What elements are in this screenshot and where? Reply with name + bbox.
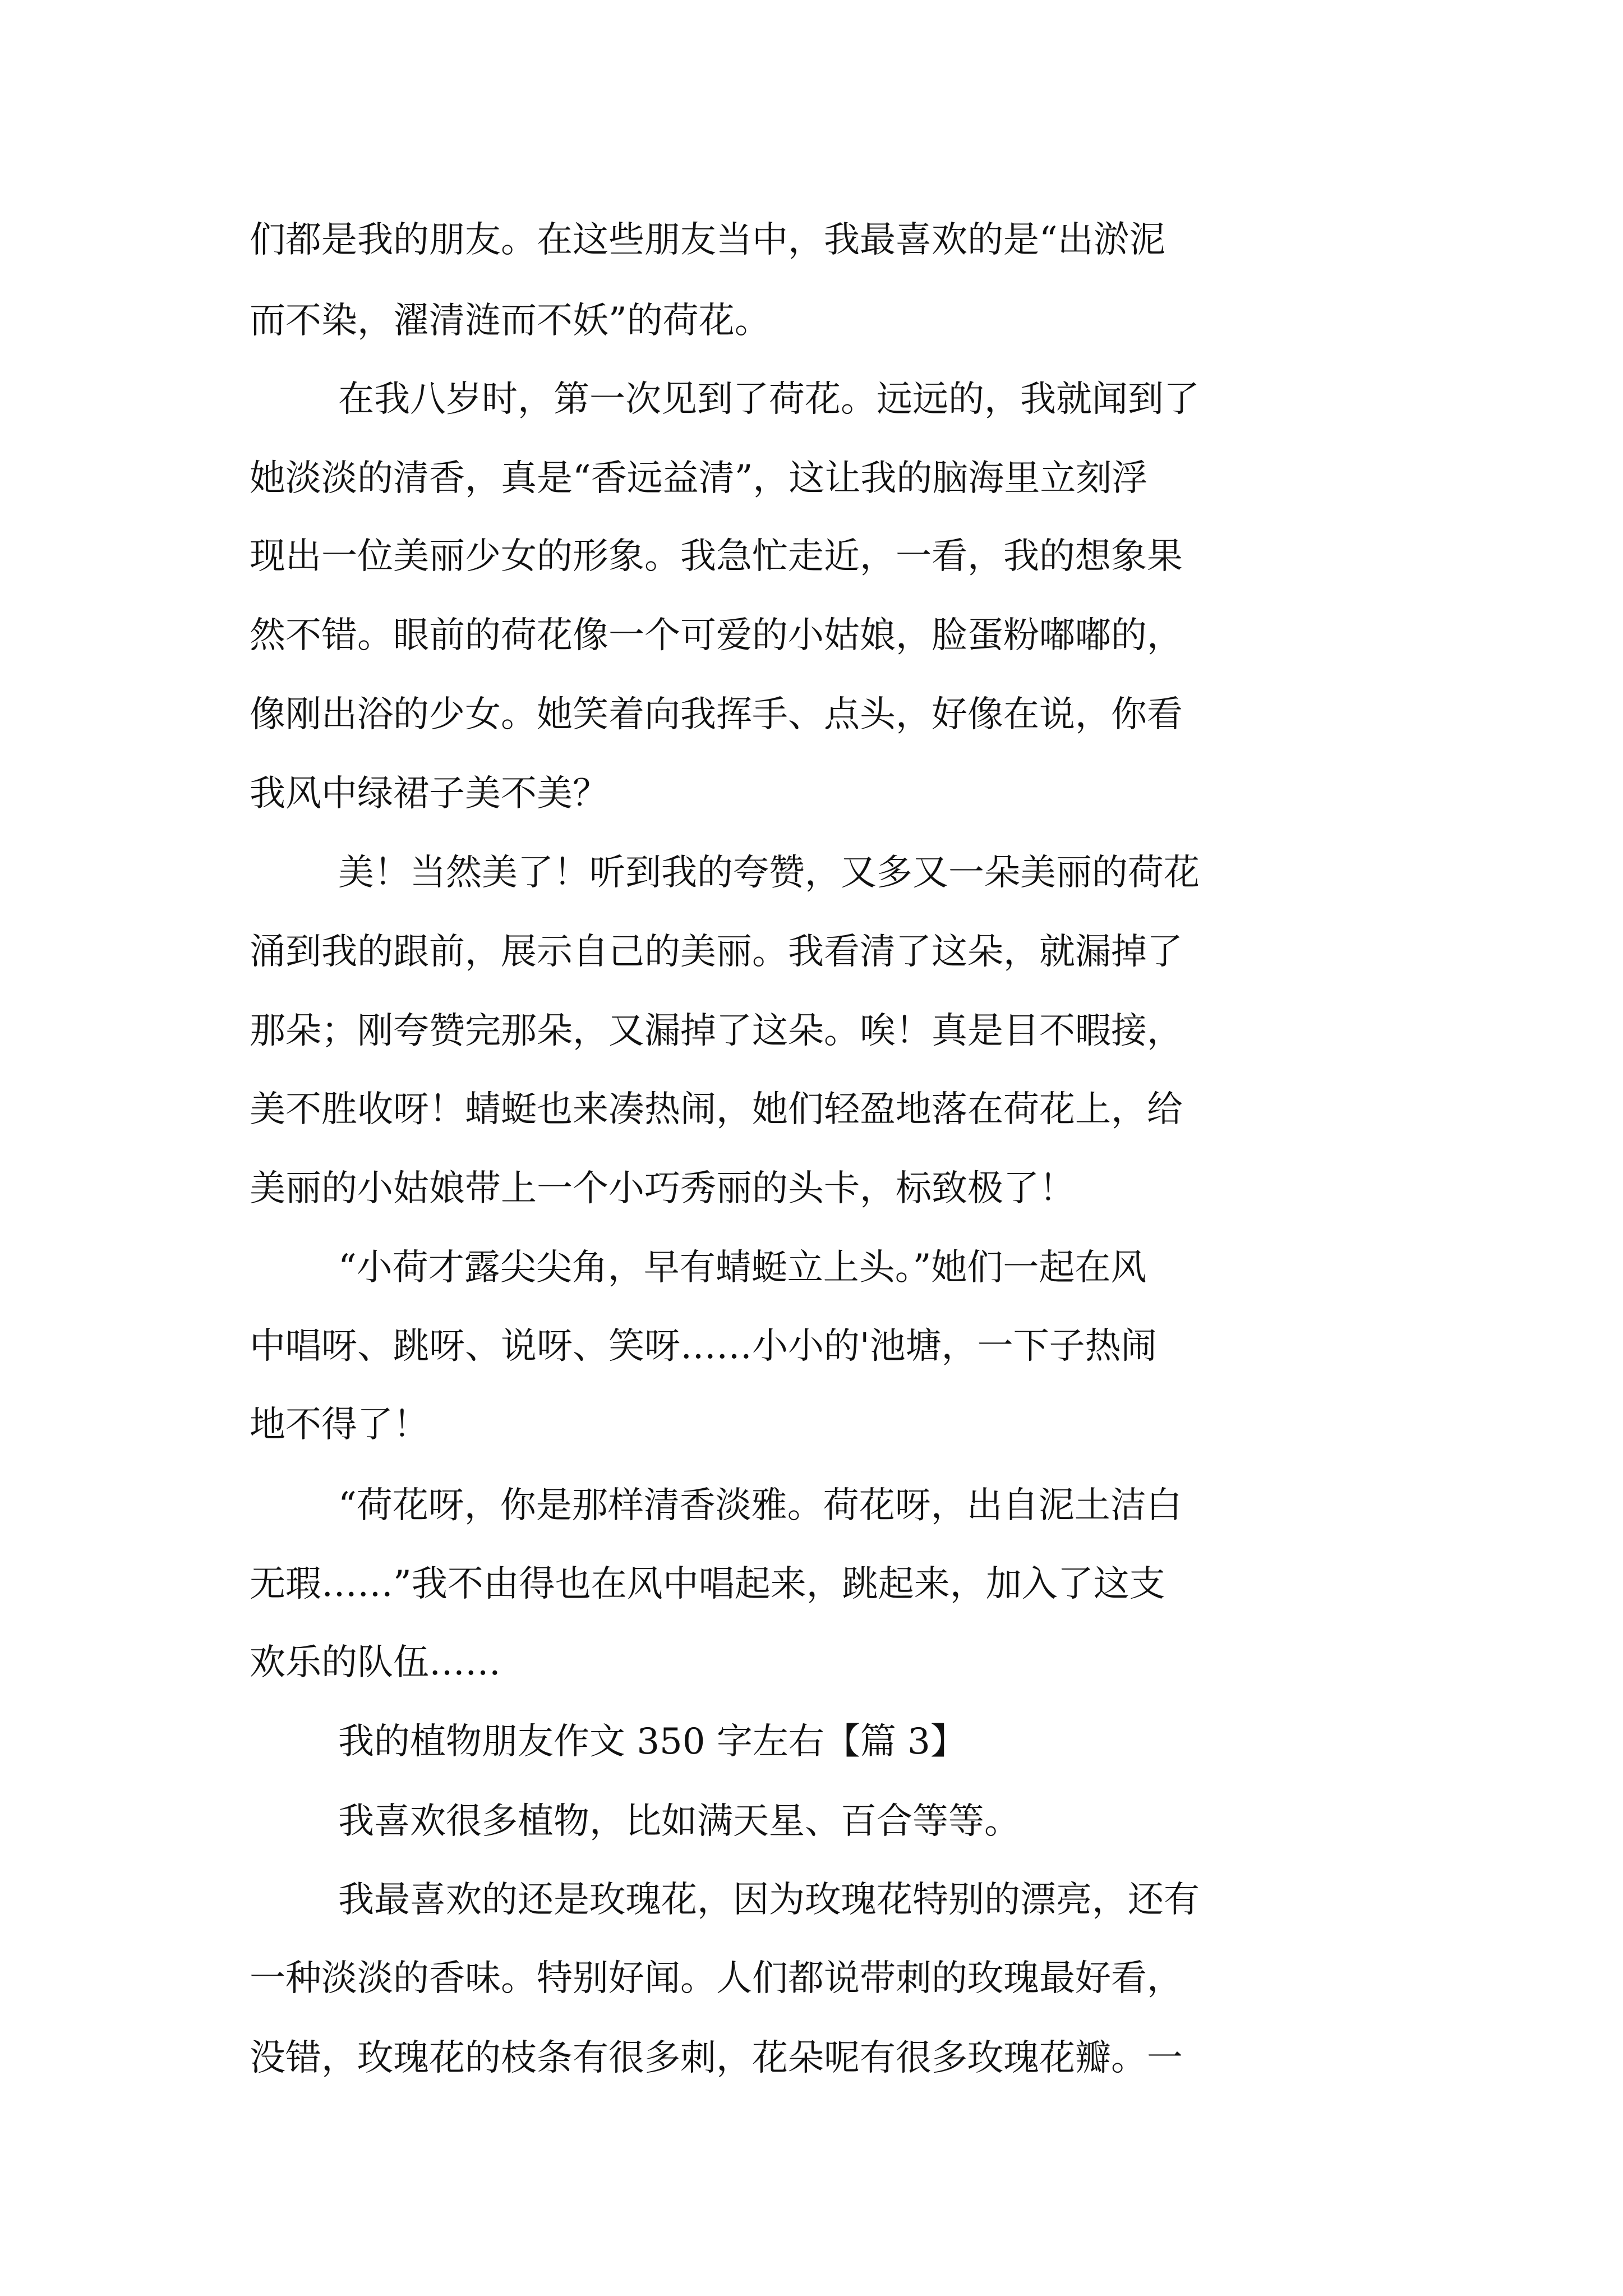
paragraph-start-line: 美！当然美了！听到我的夸赞，又多又一朵美丽的荷花 — [338, 852, 1200, 894]
text-line: 欢乐的队伍…… — [250, 1642, 501, 1683]
paragraph-start-line: “荷花呀，你是那样清香淡雅。荷花呀，出自泥土洁白 — [338, 1485, 1182, 1526]
text-line: 美不胜收呀！蜻蜓也来凑热闹，她们轻盈地落在荷花上，给 — [250, 1089, 1183, 1130]
paragraph-start-line: “小荷才露尖尖角，早有蜻蜓立上头。”她们一起在风 — [338, 1247, 1147, 1289]
text-line: 中唱呀、跳呀、说呀、笑呀……小小的'池塘，一下子热闹 — [250, 1326, 1157, 1367]
text-line: 们都是我的朋友。在这些朋友当中，我最喜欢的是“出淤泥 — [250, 219, 1165, 261]
text-line: 现出一位美丽少女的形象。我急忙走近，一看，我的想象果 — [250, 536, 1183, 577]
text-line: 然不错。眼前的荷花像一个可爱的小姑娘，脸蛋粉嘟嘟的， — [250, 615, 1183, 656]
text-line: 没错，玫瑰花的枝条有很多刺，花朵呢有很多玫瑰花瓣。一 — [250, 2037, 1183, 2079]
text-line: 无瑕……”我不由得也在风中唱起来，跳起来，加入了这支 — [250, 1563, 1165, 1605]
text-line: 我风中绿裙子美不美？ — [250, 773, 608, 815]
text-line: 她淡淡的清香，真是“香远益清”，这让我的脑海里立刻浮 — [250, 458, 1148, 499]
section-heading: 我的植物朋友作文 350 字左右【篇 3】 — [338, 1721, 966, 1763]
text-line: 而不染，濯清涟而不妖”的荷花。 — [250, 300, 771, 342]
text-line: 地不得了！ — [250, 1404, 429, 1446]
paragraph-start-line: 我最喜欢的还是玫瑰花，因为玫瑰花特别的漂亮，还有 — [338, 1879, 1200, 1921]
paragraph-start-line: 在我八岁时，第一次见到了荷花。远远的，我就闻到了 — [338, 379, 1200, 420]
text-line: 那朵；刚夸赞完那朵，又漏掉了这朵。唉！真是目不暇接， — [250, 1010, 1183, 1052]
text-line: 一种淡淡的香味。特别好闻。人们都说带刺的玫瑰最好看， — [250, 1958, 1183, 1999]
text-line: 涌到我的跟前，展示自己的美丽。我看清了这朵，就漏掉了 — [250, 931, 1183, 973]
text-line: 美丽的小姑娘带上一个小巧秀丽的头卡，标致极了！ — [250, 1168, 1075, 1209]
paragraph-start-line: 我喜欢很多植物，比如满天星、百合等等。 — [338, 1801, 1020, 1842]
text-line: 像刚出浴的少女。她笑着向我挥手、点头，好像在说，你看 — [250, 694, 1183, 735]
